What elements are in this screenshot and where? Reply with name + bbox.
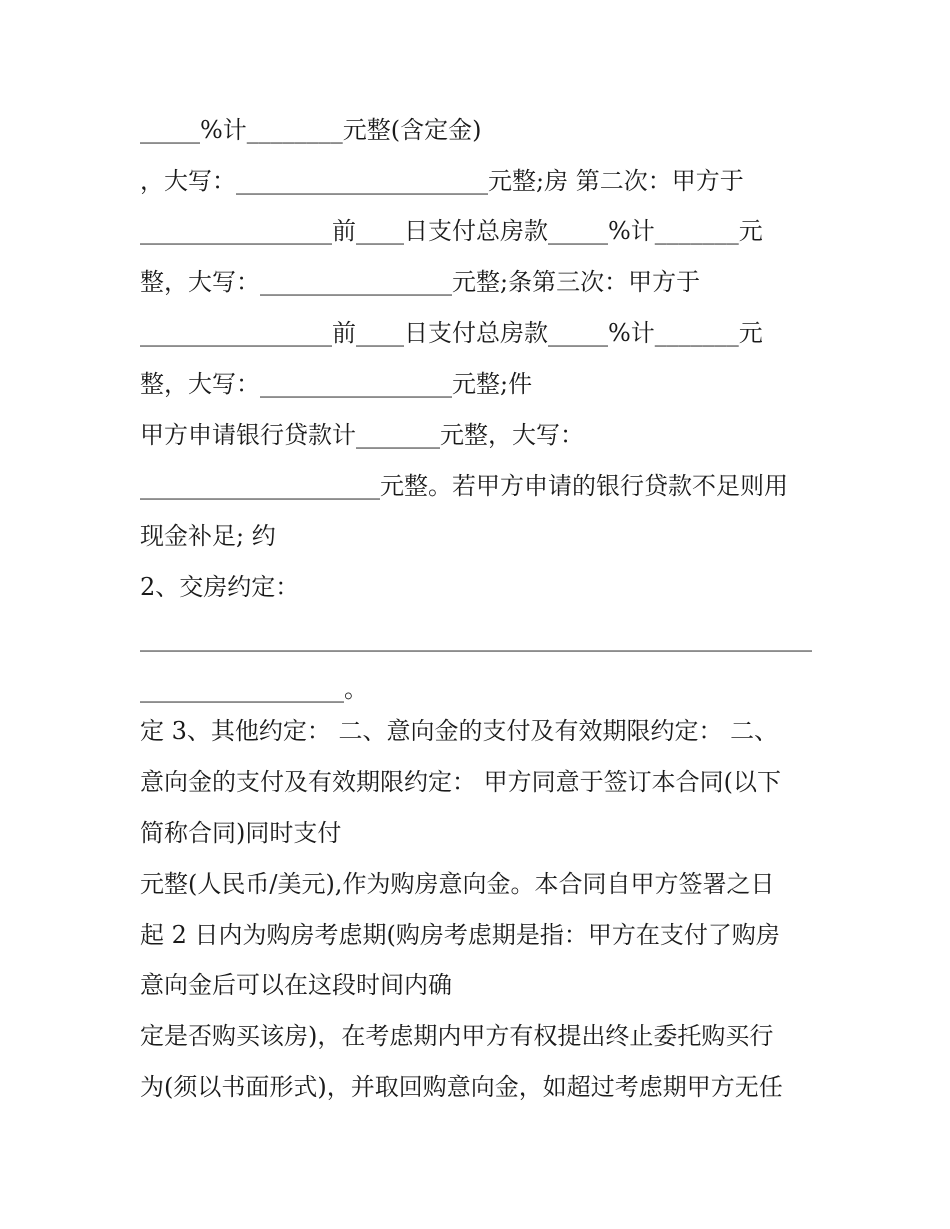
text-line: ，大写：_____________________元整;房 第二次：甲方于 (140, 167, 744, 195)
text-line: 为(须以书面形式)，并取回购意向金，如超过考虑期甲方无任 (140, 1073, 783, 1101)
text-line: 起 2 日内为购房考虑期(购房考虑期是指：甲方在支付了购房 (140, 921, 780, 949)
text-line: 整，大写：________________元整;条第三次：甲方于 (140, 268, 701, 296)
text-line: 意向金的支付及有效期限约定： 甲方同意于签订本合同(以下 (140, 768, 781, 796)
text-line: ________________前____日支付总房款_____%计_______元 (140, 319, 763, 347)
text-line: 元整(人民币/美元),作为购房意向金。本合同自甲方签署之日 (140, 870, 775, 898)
text-line: 定 3、其他约定： 二、意向金的支付及有效期限约定： 二、 (140, 717, 779, 745)
text-line: 定是否购买该房)，在考虑期内甲方有权提出终止委托购买行 (140, 1022, 774, 1050)
text-line: 整，大写：________________元整;件 (140, 370, 533, 398)
text-line: ________________前____日支付总房款_____%计_______元 (140, 217, 763, 245)
text-line: _________________。 (140, 675, 368, 703)
text-line: ________________________________________________________ (140, 624, 812, 652)
text-line: 意向金后可以在这段时间内确 (140, 971, 452, 999)
text-line: 甲方申请银行贷款计_______元整，大写： (140, 421, 584, 449)
text-line: ____________________元整。若甲方申请的银行贷款不足则用 (140, 472, 788, 500)
text-line: 2、交房约定： (140, 573, 300, 601)
text-line: _____%计________元整(含定金) (140, 116, 482, 144)
text-line: 现金补足; 约 (140, 522, 276, 550)
text-line: 简称合同)同时支付 (140, 819, 342, 847)
